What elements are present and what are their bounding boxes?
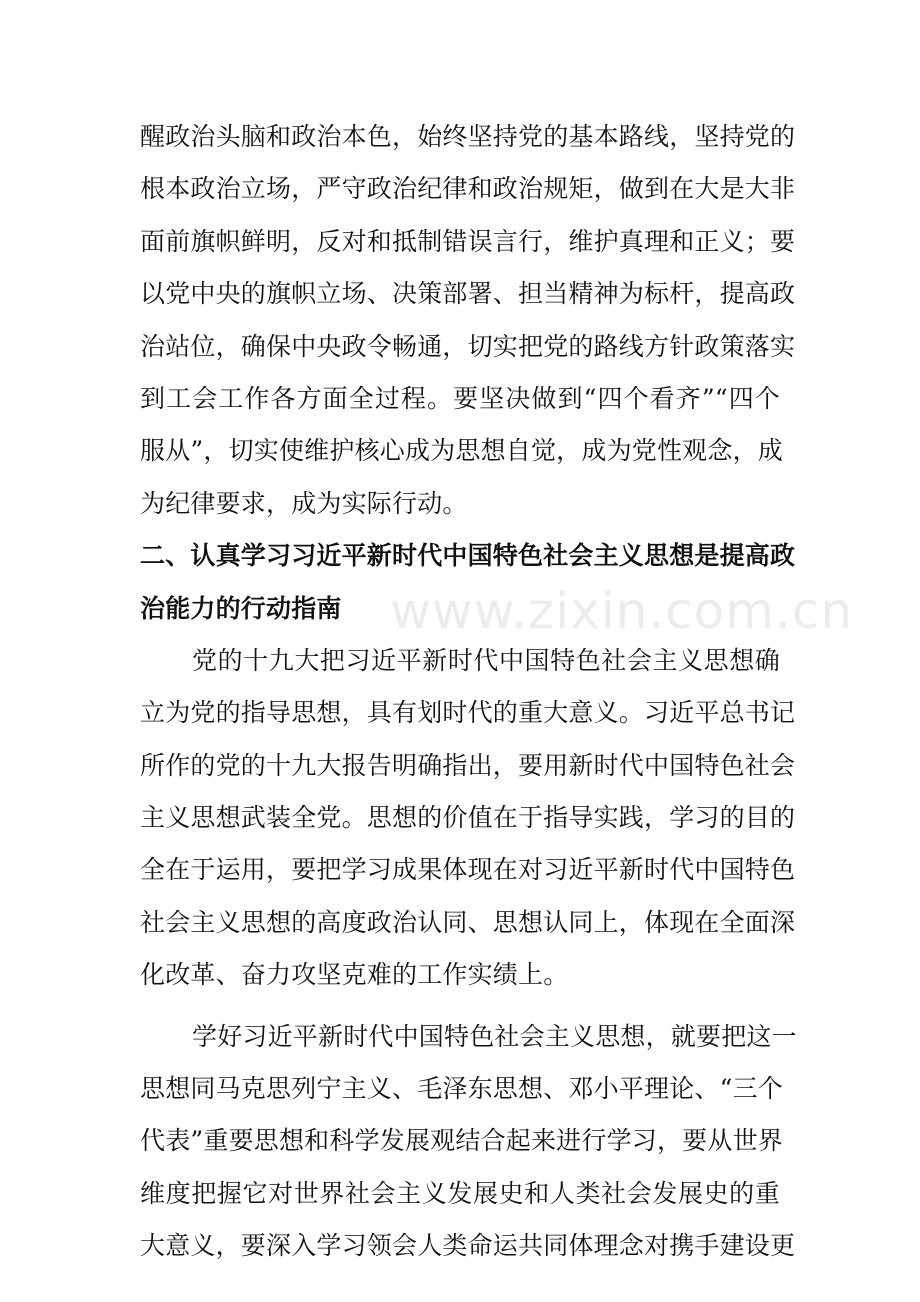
body-line: 大意义，要深入学习领会人类命运共同体理念对携手建设更	[140, 1231, 796, 1261]
body-line: 服从”，切实使维护核心成为思想自觉，成为党性观念，成	[140, 436, 783, 466]
section-heading: 二、认真学习习近平新时代中国特色社会主义思想是提高政	[140, 541, 796, 571]
body-line: 化改革、奋力攻坚克难的工作实绩上。	[140, 960, 569, 990]
body-line: 治站位，确保中央政令畅通，切实把党的路线方针政策落实	[140, 331, 796, 361]
watermark: www.zixin.com.cn	[390, 582, 854, 640]
body-line: 根本政治立场，严守政治纪律和政治规矩，做到在大是大非	[140, 174, 796, 204]
body-line: 面前旗帜鲜明，反对和抵制错误言行，维护真理和正义；要	[140, 226, 796, 256]
body-line: 所作的党的十九大报告明确指出，要用新时代中国特色社会	[140, 750, 796, 780]
body-line: 维度把握它对世界社会主义发展史和人类社会发展史的重	[140, 1178, 780, 1208]
body-line: 醒政治头脑和政治本色，始终坚持党的基本路线，坚持党的	[140, 122, 796, 151]
body-line: 为纪律要求，成为实际行动。	[140, 488, 468, 518]
body-line: 思想同马克思列宁主义、毛泽东思想、邓小平理论、“三个	[140, 1074, 783, 1104]
section-heading: 治能力的行动指南	[140, 593, 342, 623]
body-line: 全在于运用，要把学习成果体现在对习近平新时代中国特色	[140, 855, 796, 885]
body-line: 社会主义思想的高度政治认同、思想认同上，体现在全面深	[140, 907, 796, 937]
body-line: 主义思想武装全党。思想的价值在于指导实践，学习的目的	[140, 803, 796, 833]
body-line: 学好习近平新时代中国特色社会主义思想，就要把这一	[192, 1021, 797, 1051]
document-page	[140, 111, 797, 1273]
body-line: 党的十九大把习近平新时代中国特色社会主义思想确	[192, 645, 780, 675]
body-line: 代表”重要思想和科学发展观结合起来进行学习，要从世界	[140, 1126, 783, 1156]
body-line: 以党中央的旗帜立场、决策部署、担当精神为标杆，提高政	[140, 279, 796, 309]
body-line: 到工会工作各方面全过程。要坚决做到“四个看齐”“四个	[140, 383, 780, 413]
body-line: 立为党的指导思想，具有划时代的重大意义。习近平总书记	[140, 698, 796, 728]
